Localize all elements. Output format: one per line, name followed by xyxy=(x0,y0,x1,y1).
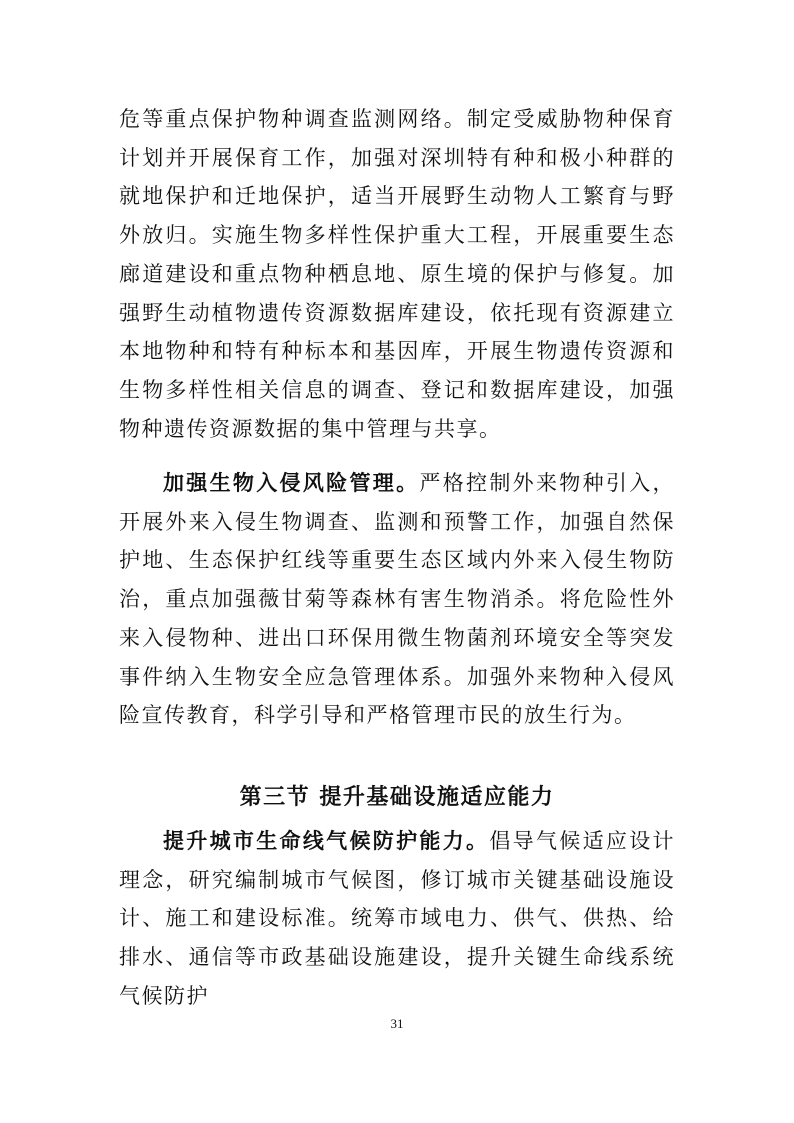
paragraph-species-protection xyxy=(119,100,675,448)
paragraph-lead-heading: 提升城市生命线气候防护能力。 xyxy=(163,828,490,853)
paragraph-text: 严格控制外来物种引入，开展外来入侵生物调查、监测和预警工作，加强自然保护地、生态保护红线等重要生态区域内外来入侵生物防治，重点加强薇甘菊等森林有害生物消杀。将危险性外来入侵物种、进出口环保用微生物菌剂环境安全等突发事件纳入生物安全应急管理体系。加强外来物种入侵风险宣传教育，科学引导和严格管理市民的放生行为。 xyxy=(119,471,676,728)
paragraph-invasive-species xyxy=(119,464,675,735)
section-title: 第三节 提升基础设施适应能力 xyxy=(239,785,555,810)
paragraph-lifeline-protection xyxy=(119,822,675,1016)
paragraph-lead-heading: 加强生物入侵风险管理。 xyxy=(163,470,420,495)
page-number: 31 xyxy=(390,1016,404,1031)
paragraph-text: 危等重点保护物种调查监测网络。制定受威胁物种保育计划并开展保育工作，加强对深圳特有种和极小种群的就地保护和迁地保护，适当开展野生动物人工繁育与野外放归。实施生物多样性保护重大工程，开展重要生态廊道建设和重点物种栖息地、原生境的保护与修复。加强野生动植物遗传资源数据库建设，依托现有资源建立本地物种和特有种标本和基因库，开展生物遗传资源和生物多样性相关信息的调查、登记和数据库建设，加强物种遗传资源数据的集中管理与共享。 xyxy=(119,107,675,441)
paragraph-text: 倡导气候适应设计理念，研究编制城市气候图，修订城市关键基础设施设计、施工和建设标准。统筹市域电力、供气、供热、给排水、通信等市政基础设施建设，提升关键生命线系统气候防护 xyxy=(119,829,676,1008)
